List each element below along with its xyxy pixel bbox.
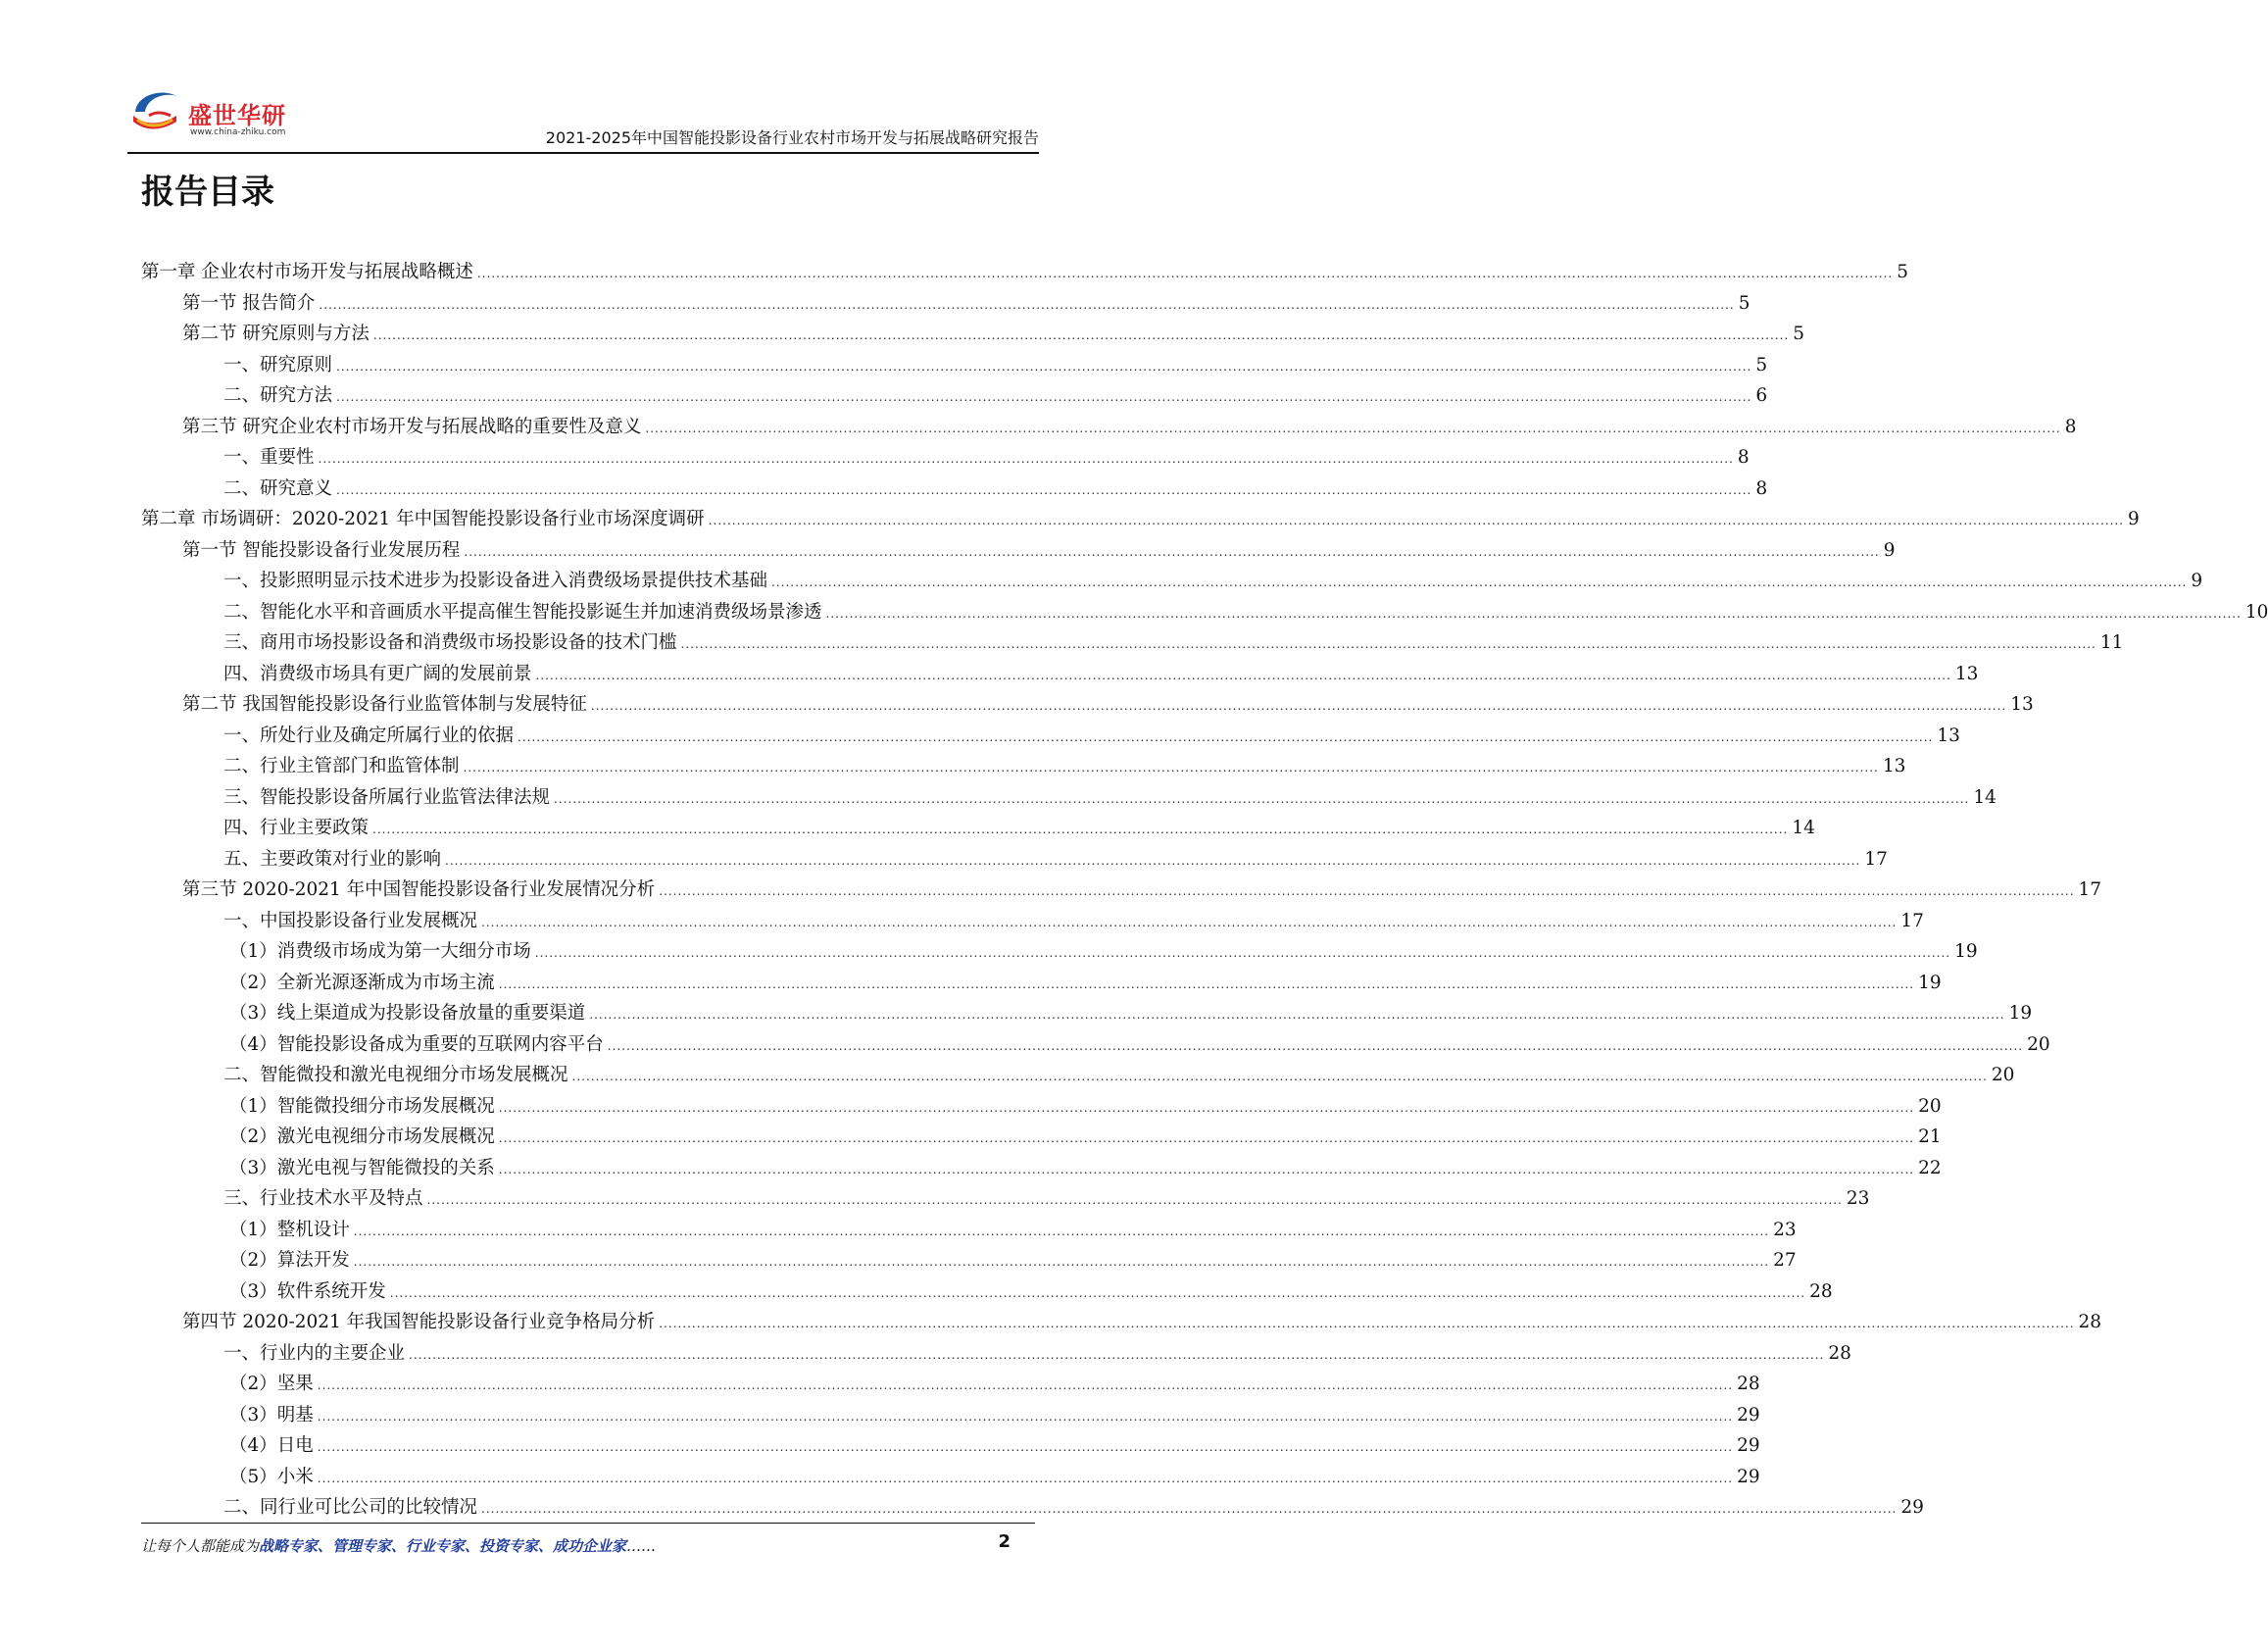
toc-leader-dots: ............................................................................................................................................................................................................................................................................................................ (659, 884, 2075, 898)
toc-leader-dots: ............................................................................................................................................................................................................................................................................................................ (518, 729, 1934, 744)
toc-entry-item[interactable] (141, 721, 1960, 752)
footer-slogan-prefix: 让每个人都能成为 (141, 1537, 260, 1555)
toc-entry-item[interactable] (141, 844, 1888, 876)
footer-slogan-suffix: …… (626, 1537, 657, 1555)
toc-leader-dots: ............................................................................................................................................................................................................................................................................................................ (336, 390, 1752, 404)
toc-entry-section[interactable] (141, 875, 2102, 906)
toc-leader-dots: ............................................................................................................................................................................................................................................................................................................ (353, 1255, 1770, 1269)
toc-leader-dots: ............................................................................................................................................................................................................................................................................................................ (319, 297, 1735, 312)
toc-entry-item[interactable] (141, 906, 1924, 937)
toc-entry-page: 19 (1954, 941, 1978, 962)
report-title: 2021-2025年中国智能投影设备行业农村市场开发与拓展战略研究报告 (545, 128, 1039, 147)
toc-leader-dots: ............................................................................................................................................................................................................................................................................................................ (534, 946, 1951, 960)
toc-entry-item[interactable] (141, 782, 1997, 814)
toc-leader-dots: ............................................................................................................................................................................................................................................................................................................ (426, 1193, 1843, 1207)
toc-entry-item[interactable] (141, 659, 1979, 690)
company-logo (127, 76, 323, 145)
toc-entry-page: 5 (1755, 354, 1768, 375)
toc-leader-dots: ............................................................................................................................................................................................................................................................................................................ (389, 1285, 1806, 1300)
toc-entry-page: 21 (1918, 1126, 1942, 1147)
toc-entry-label: 第三节 研究企业农村市场开发与拓展战略的重要性及意义 (182, 416, 642, 437)
toc-entry-page: 9 (2128, 509, 2140, 529)
toc-entry-page: 29 (1737, 1404, 1760, 1426)
toc-entry-page: 10 (2244, 601, 2268, 623)
toc-entry-label: （4）智能投影设备成为重要的互联网内容平台 (229, 1033, 604, 1055)
toc-entry-page: 14 (1792, 818, 1815, 838)
toc-entry-page: 20 (1991, 1065, 2015, 1085)
toc-entry-label: 一、中国投影设备行业发展概况 (223, 910, 478, 931)
toc-entry-label: 第一节 智能投影设备行业发展历程 (182, 539, 461, 561)
toc-entry-page: 5 (1793, 324, 1805, 344)
toc-entry-label: 第三节 2020-2021 年中国智能投影设备行业发展情况分析 (182, 879, 656, 900)
toc-entry-label: 三、行业技术水平及特点 (223, 1188, 423, 1209)
toc-leader-dots: ............................................................................................................................................................................................................................................................................................................ (645, 421, 2061, 435)
toc-leader-dots: ............................................................................................................................................................................................................................................................................................................ (825, 606, 2242, 621)
toc-leader-dots: ............................................................................................................................................................................................................................................................................................................ (476, 267, 1894, 280)
toc-leader-dots: ............................................................................................................................................................................................................................................................................................................ (590, 699, 2007, 713)
toc-entry-page: 28 (2078, 1312, 2102, 1332)
toc-entry-subitem[interactable] (141, 968, 1942, 999)
toc-entry-subitem[interactable] (141, 1029, 2050, 1061)
header-divider (127, 152, 1039, 154)
toc-entry-label: （2）算法开发 (229, 1250, 350, 1271)
toc-entry-page: 6 (1755, 385, 1768, 406)
footer-divider (141, 1523, 1035, 1524)
toc-entry-label: （5）小米 (229, 1466, 314, 1487)
toc-leader-dots: ............................................................................................................................................................................................................................................................................................................ (317, 1471, 1734, 1485)
toc-entry-page: 17 (1900, 910, 1924, 931)
toc-entry-page: 20 (2027, 1033, 2050, 1055)
toc-entry-section[interactable] (141, 319, 1805, 350)
toc-entry-subitem[interactable] (141, 998, 2033, 1029)
toc-entry-page: 29 (1737, 1466, 1760, 1487)
toc-entry-page: 23 (1846, 1188, 1870, 1209)
toc-entry-label: （3）明基 (229, 1404, 314, 1426)
toc-entry-subitem[interactable] (141, 1400, 1760, 1431)
toc-leader-dots: ............................................................................................................................................................................................................................................................................................................ (372, 823, 1789, 836)
toc-entry-label: 三、商用市场投影设备和消费级市场投影设备的技术门槛 (223, 632, 677, 653)
toc-entry-label: 一、研究原则 (223, 354, 333, 375)
toc-entry-label: （3）激光电视与智能微投的关系 (229, 1157, 495, 1178)
toc-leader-dots: ............................................................................................................................................................................................................................................................................................................ (535, 668, 1951, 682)
toc-entry-item[interactable] (141, 813, 1815, 844)
toc-entry-page: 8 (1737, 447, 1750, 468)
toc-entry-label: （1）智能微投细分市场发展概况 (229, 1095, 495, 1117)
toc-leader-dots: ............................................................................................................................................................................................................................................................................................................ (336, 359, 1752, 374)
toc-entry-subitem[interactable] (141, 1245, 1797, 1276)
toc-entry-section[interactable] (141, 1307, 2102, 1338)
toc-entry-label: （2）坚果 (229, 1374, 314, 1394)
toc-entry-page: 5 (1897, 262, 1909, 282)
toc-entry-label: （2）全新光源逐渐成为市场主流 (229, 972, 495, 993)
toc-entry-label: 一、行业内的主要企业 (223, 1342, 406, 1364)
page-header (127, 76, 1039, 155)
toc-entry-label: 第二章 市场调研：2020-2021 年中国智能投影设备行业市场深度调研 (141, 509, 705, 529)
toc-leader-dots: ............................................................................................................................................................................................................................................................................................................ (409, 1347, 1825, 1362)
toc-entry-label: 二、研究方法 (223, 385, 333, 406)
toc-leader-dots: ............................................................................................................................................................................................................................................................................................................ (498, 1162, 1915, 1176)
page-number: 2 (998, 1531, 1011, 1552)
toc-entry-label: 二、同行业可比公司的比较情况 (223, 1497, 478, 1518)
toc-entry-page: 19 (1918, 972, 1942, 993)
toc-entry-page: 9 (1883, 539, 1896, 561)
toc-entry-label: （1）消费级市场成为第一大细分市场 (229, 941, 531, 962)
toc-entry-page: 13 (1954, 663, 1979, 684)
toc-leader-dots: ............................................................................................................................................................................................................................................................................................................ (607, 1038, 2024, 1053)
footer-slogan-highlight: 战略专家、管理专家、行业专家、投资专家、成功企业家 (259, 1537, 627, 1555)
toc-entry-subitem[interactable] (141, 1215, 1797, 1246)
toc-entry-item[interactable] (141, 597, 2268, 628)
toc-leader-dots: ............................................................................................................................................................................................................................................................................................................ (589, 1008, 2005, 1022)
toc-entry-item[interactable] (141, 350, 1768, 381)
toc-entry-label: （3）软件系统开发 (229, 1280, 386, 1302)
toc-entry-page: 28 (1737, 1374, 1760, 1394)
toc-entry-page: 28 (1828, 1342, 1851, 1364)
toc-entry-page: 19 (2008, 1003, 2033, 1024)
page-title: 报告目录 (141, 173, 274, 212)
toc-leader-dots: ............................................................................................................................................................................................................................................................................................................ (659, 1317, 2075, 1330)
toc-entry-item[interactable] (141, 751, 1906, 782)
toc-entry-label: 二、智能微投和激光电视细分市场发展概况 (223, 1065, 568, 1085)
toc-entry-label: （2）激光电视细分市场发展概况 (229, 1126, 495, 1147)
logo-url: www.china-zhiku.com (190, 127, 286, 137)
toc-entry-page: 22 (1918, 1157, 1942, 1178)
toc-entry-label: 二、研究意义 (223, 477, 333, 499)
toc-leader-dots: ............................................................................................................................................................................................................................................................................................................ (571, 1070, 1988, 1083)
toc-entry-subitem[interactable] (141, 1369, 1760, 1400)
toc-entry-item[interactable] (141, 627, 2124, 659)
toc-entry-item[interactable] (141, 474, 1768, 505)
toc-entry-page: 13 (1937, 725, 1960, 746)
toc-entry-subitem[interactable] (141, 1091, 1942, 1123)
toc-leader-dots: ............................................................................................................................................................................................................................................................................................................ (771, 575, 2188, 589)
toc-entry-item[interactable] (141, 1183, 1870, 1215)
toc-entry-label: 第一章 企业农村市场开发与拓展战略概述 (141, 262, 473, 282)
table-of-contents (141, 257, 2268, 1524)
footer-slogan (141, 1535, 656, 1556)
toc-entry-item[interactable] (141, 566, 2203, 597)
toc-leader-dots: ............................................................................................................................................................................................................................................................................................................ (317, 1409, 1734, 1424)
toc-entry-label: 第一节 报告简介 (182, 292, 316, 314)
toc-leader-dots: ............................................................................................................................................................................................................................................................................................................ (498, 1100, 1915, 1115)
toc-entry-page: 17 (2078, 879, 2102, 900)
toc-leader-dots: ............................................................................................................................................................................................................................................................................................................ (498, 1131, 1915, 1145)
toc-entry-item[interactable] (141, 442, 1750, 474)
toc-leader-dots: ............................................................................................................................................................................................................................................................................................................ (317, 1440, 1734, 1454)
toc-leader-dots: ............................................................................................................................................................................................................................................................................................................ (554, 791, 1970, 806)
toc-entry-label: 三、智能投影设备所属行业监管法律法规 (223, 786, 551, 808)
toc-leader-dots: ............................................................................................................................................................................................................................................................................................................ (336, 482, 1752, 497)
toc-entry-label: 一、重要性 (223, 447, 315, 468)
toc-leader-dots: ............................................................................................................................................................................................................................................................................................................ (445, 853, 1861, 868)
book-swoosh-icon (127, 82, 188, 141)
toc-entry-page: 13 (1882, 756, 1906, 776)
toc-entry-page: 27 (1773, 1250, 1797, 1271)
toc-leader-dots: ............................................................................................................................................................................................................................................................................................................ (481, 915, 1898, 929)
toc-entry-label: （1）整机设计 (229, 1219, 350, 1240)
toc-leader-dots: ............................................................................................................................................................................................................................................................................................................ (498, 976, 1915, 991)
toc-entry-chapter[interactable] (141, 257, 1909, 288)
toc-leader-dots: ............................................................................................................................................................................................................................................................................................................ (318, 452, 1734, 466)
toc-entry-page: 17 (1864, 848, 1888, 870)
toc-entry-page: 8 (2064, 416, 2077, 437)
toc-entry-page: 28 (1809, 1280, 1833, 1302)
toc-entry-page: 13 (2010, 694, 2034, 715)
toc-entry-label: 二、行业主管部门和监管体制 (223, 756, 460, 776)
toc-entry-label: （3）线上渠道成为投影设备放量的重要渠道 (229, 1003, 586, 1024)
toc-leader-dots: ............................................................................................................................................................................................................................................................................................................ (372, 328, 1790, 342)
toc-entry-page: 20 (1918, 1095, 1942, 1117)
toc-entry-subitem[interactable] (141, 1430, 1760, 1462)
toc-entry-subitem[interactable] (141, 1462, 1760, 1493)
toc-entry-page: 14 (1973, 786, 1997, 808)
toc-entry-section[interactable] (141, 288, 1750, 320)
toc-entry-page: 11 (2099, 632, 2124, 653)
toc-leader-dots: ............................................................................................................................................................................................................................................................................................................ (463, 761, 1879, 775)
toc-leader-dots: ............................................................................................................................................................................................................................................................................................................ (680, 637, 2096, 651)
toc-entry-item[interactable] (141, 1060, 2015, 1091)
toc-leader-dots: ............................................................................................................................................................................................................................................................................................................ (481, 1502, 1898, 1516)
toc-entry-subitem[interactable] (141, 1153, 1942, 1184)
toc-leader-dots: ............................................................................................................................................................................................................................................................................................................ (317, 1378, 1734, 1392)
toc-entry-label: 第二节 研究原则与方法 (182, 324, 370, 344)
toc-entry-page: 5 (1738, 292, 1750, 314)
toc-leader-dots: ............................................................................................................................................................................................................................................................................................................ (464, 544, 1880, 559)
toc-entry-item[interactable] (141, 1338, 1851, 1370)
toc-entry-item[interactable] (141, 380, 1768, 412)
toc-entry-subitem[interactable] (141, 936, 1978, 968)
toc-entry-chapter[interactable] (141, 504, 2140, 535)
toc-entry-item[interactable] (141, 1492, 1924, 1524)
toc-entry-page: 23 (1773, 1219, 1797, 1240)
toc-entry-subitem[interactable] (141, 1276, 1833, 1308)
toc-entry-page: 29 (1900, 1497, 1924, 1518)
toc-entry-section[interactable] (141, 535, 1896, 567)
toc-leader-dots: ............................................................................................................................................................................................................................................................................................................ (353, 1224, 1770, 1238)
logo-name: 盛世华研 (188, 102, 286, 129)
toc-entry-section[interactable] (141, 412, 2077, 443)
toc-entry-label: 四、消费级市场具有更广阔的发展前景 (223, 663, 532, 684)
toc-entry-page: 29 (1737, 1435, 1760, 1456)
toc-entry-page: 8 (1755, 477, 1768, 499)
toc-entry-label: 一、所处行业及确定所属行业的依据 (223, 725, 515, 746)
toc-entry-label: 一、投影照明显示技术进步为投影设备进入消费级场景提供技术基础 (223, 571, 768, 591)
toc-entry-label: 五、主要政策对行业的影响 (223, 848, 442, 870)
toc-entry-section[interactable] (141, 689, 2034, 721)
toc-entry-label: 二、智能化水平和音画质水平提高催生智能投影诞生并加速消费级场景渗透 (223, 601, 822, 623)
toc-entry-label: （4）日电 (229, 1435, 314, 1456)
toc-entry-label: 第四节 2020-2021 年我国智能投影设备行业竞争格局分析 (182, 1312, 656, 1332)
toc-entry-page: 9 (2191, 571, 2203, 591)
toc-leader-dots: ............................................................................................................................................................................................................................................................................................................ (708, 514, 2125, 527)
toc-entry-label: 四、行业主要政策 (223, 818, 370, 838)
toc-entry-label: 第二节 我国智能投影设备行业监管体制与发展特征 (182, 694, 587, 715)
toc-entry-subitem[interactable] (141, 1122, 1942, 1153)
